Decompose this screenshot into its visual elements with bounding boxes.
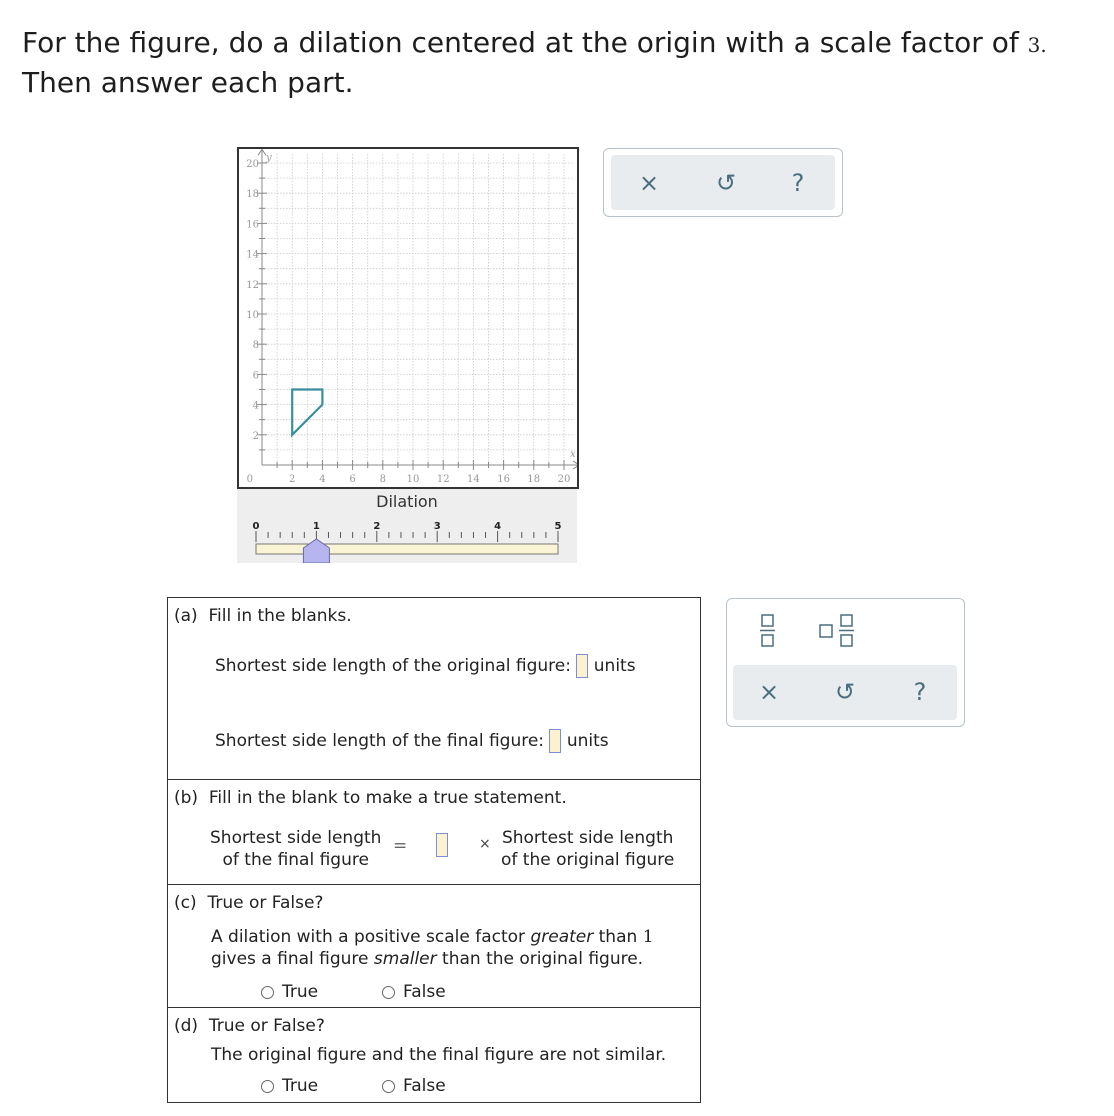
part-d-statement: The original figure and the final figure are not similar. bbox=[211, 1045, 667, 1065]
part-c bbox=[168, 885, 700, 1008]
y-tick-label: 18 bbox=[246, 189, 259, 201]
y-tick-label: 8 bbox=[252, 340, 259, 352]
scale-factor-input[interactable] bbox=[436, 833, 448, 857]
part-a-line-2: Shortest side length of the final figure: units bbox=[215, 731, 609, 751]
answer-toolbar-inner bbox=[733, 665, 957, 720]
y-tick-label: 2 bbox=[252, 430, 259, 442]
dilation-slider-panel bbox=[237, 489, 577, 563]
x-tick-label: 14 bbox=[467, 474, 480, 485]
slider-tick-label: 0 bbox=[252, 521, 260, 532]
x-tick-label: 20 bbox=[557, 474, 571, 485]
part-d-true-radio[interactable]: True bbox=[261, 1076, 318, 1096]
slider-track[interactable] bbox=[256, 544, 558, 554]
y-tick-label: 4 bbox=[252, 400, 259, 412]
clear-icon[interactable]: × bbox=[638, 169, 660, 197]
x-tick-label: 8 bbox=[379, 474, 386, 485]
mixed-number-icon[interactable] bbox=[817, 611, 861, 651]
x-tick-label: 10 bbox=[406, 474, 420, 485]
part-a bbox=[168, 598, 700, 780]
part-c-heading: (c) True or False? bbox=[174, 893, 324, 913]
x-tick-label: 12 bbox=[436, 474, 450, 485]
part-d bbox=[168, 1008, 700, 1103]
slider-tick-label: 3 bbox=[433, 521, 441, 532]
final-length-input[interactable] bbox=[549, 729, 561, 753]
graph-toolbar-inner bbox=[611, 155, 835, 210]
y-tick-label: 10 bbox=[246, 310, 259, 321]
part-d-false-radio[interactable]: False bbox=[382, 1076, 446, 1096]
times-sign: × bbox=[479, 836, 491, 852]
slider-tick-label: 1 bbox=[312, 521, 320, 532]
equals-sign: = bbox=[393, 836, 408, 856]
y-tick-label: 6 bbox=[252, 370, 259, 382]
fraction-icon[interactable] bbox=[753, 611, 783, 651]
y-tick-label: 12 bbox=[246, 279, 259, 291]
prompt-line-2: Then answer each part. bbox=[22, 66, 354, 99]
slider-tick-label: 2 bbox=[373, 521, 381, 532]
dilation-title: Dilation bbox=[376, 492, 438, 511]
undo-icon[interactable]: ↺ bbox=[834, 678, 856, 706]
part-c-false-radio[interactable]: False bbox=[382, 982, 446, 1002]
part-b-right-expression: Shortest side length of the original figure bbox=[501, 828, 675, 870]
y-axis-label: y bbox=[266, 152, 272, 164]
y-tick-label: 14 bbox=[246, 249, 259, 261]
undo-icon[interactable]: ↺ bbox=[715, 169, 737, 197]
origin-label: 0 bbox=[246, 474, 253, 485]
y-tick-label: 20 bbox=[246, 159, 259, 170]
slider-thumb[interactable] bbox=[303, 539, 329, 563]
x-tick-label: 16 bbox=[497, 474, 510, 485]
graph-canvas[interactable] bbox=[239, 149, 577, 487]
part-c-statement: A dilation with a positive scale factor greater than 1 gives a final figure smaller than the original figure. bbox=[211, 927, 654, 969]
original-length-input[interactable] bbox=[576, 654, 588, 678]
problem-prompt bbox=[22, 24, 1047, 102]
slider-tick-label: 4 bbox=[494, 521, 502, 532]
x-tick-label: 6 bbox=[349, 474, 356, 485]
graph-toolbar bbox=[603, 148, 843, 217]
part-b-left-expression: Shortest side length of the final figure bbox=[210, 828, 382, 870]
question-panel bbox=[167, 597, 701, 1103]
dilation-slider[interactable] bbox=[237, 489, 577, 563]
part-a-heading: (a) Fill in the blanks. bbox=[174, 606, 352, 626]
y-tick-label: 16 bbox=[246, 219, 259, 231]
help-icon[interactable]: ? bbox=[913, 678, 927, 706]
answer-toolbar bbox=[726, 598, 965, 727]
clear-icon[interactable]: × bbox=[758, 678, 780, 706]
part-a-line-1: Shortest side length of the original figure: units bbox=[215, 656, 636, 676]
prompt-line-1: For the figure, do a dilation centered at the origin with a scale factor of 3. bbox=[22, 26, 1047, 59]
part-d-heading: (d) True or False? bbox=[174, 1016, 325, 1036]
x-tick-label: 4 bbox=[319, 474, 326, 485]
part-b bbox=[168, 780, 700, 885]
scale-factor-value: 3. bbox=[1027, 33, 1047, 57]
part-b-heading: (b) Fill in the blank to make a true statement. bbox=[174, 788, 567, 808]
x-tick-label: 2 bbox=[289, 474, 296, 485]
slider-tick-label: 5 bbox=[554, 521, 562, 532]
x-tick-label: 18 bbox=[527, 474, 541, 485]
part-c-true-radio[interactable]: True bbox=[261, 982, 318, 1002]
coordinate-graph[interactable] bbox=[237, 147, 579, 489]
x-axis-label: x bbox=[570, 449, 576, 460]
help-icon[interactable]: ? bbox=[791, 169, 805, 197]
